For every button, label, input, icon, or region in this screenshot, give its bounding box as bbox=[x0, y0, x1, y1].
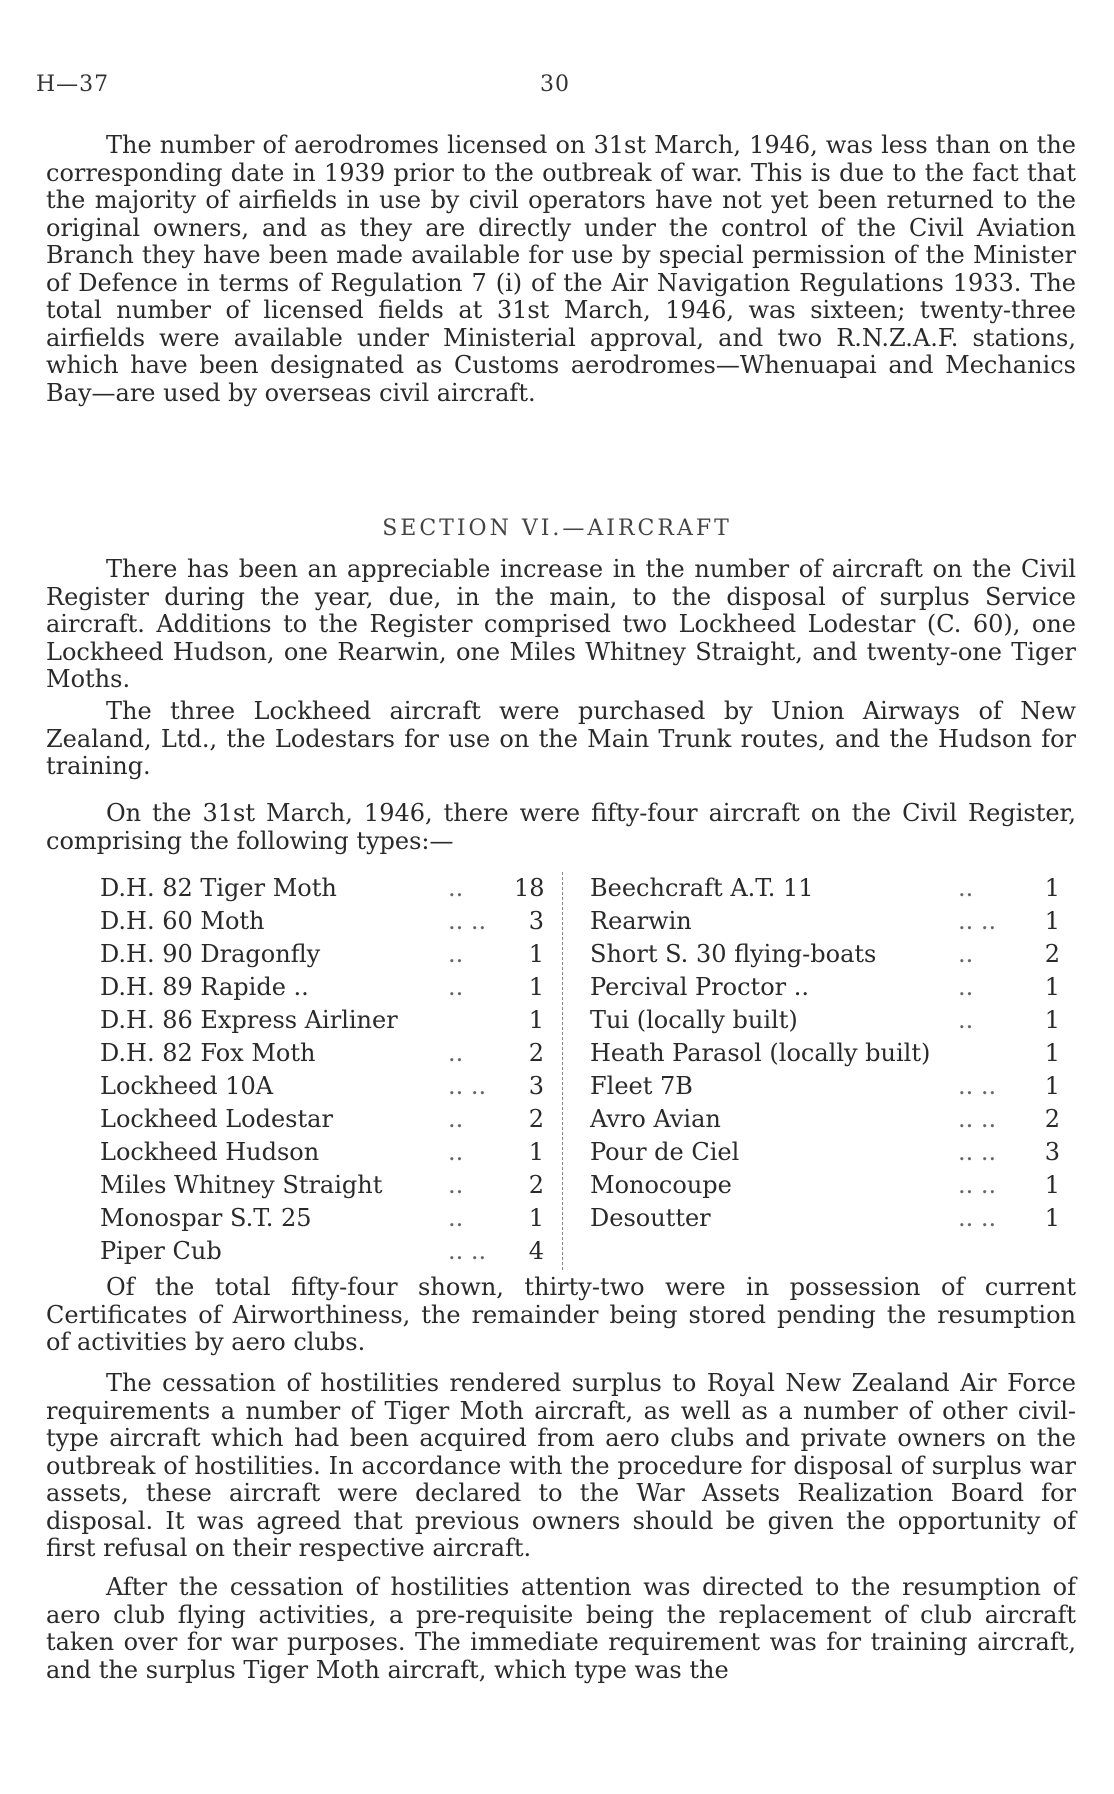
aircraft-count: 4 bbox=[528, 1237, 544, 1265]
table-row bbox=[590, 1070, 1060, 1103]
table-row bbox=[590, 1103, 1060, 1136]
paragraph-aero-club-resumption: After the cessation of hostilities attention was directed to the resumption of aero club flying activities, a pre-requisite being the replacement of club aircraft taken over for war purposes. The immediate requirement was for training aircraft, and the surplus Tiger Moth aircraft, which type was the bbox=[46, 1573, 1076, 1684]
table-row bbox=[590, 872, 1060, 905]
aircraft-count: 1 bbox=[528, 940, 544, 968]
dot-leaders: .. .. bbox=[958, 907, 997, 935]
table-row bbox=[100, 971, 544, 1004]
paragraph-register-count: On the 31st March, 1946, there were fifty-four aircraft on the Civil Register, comprising the following types:— bbox=[46, 799, 1076, 855]
paragraph-surplus-disposal: The cessation of hostilities rendered surplus to Royal New Zealand Air Force requirements a number of Tiger Moth aircraft, as well as a number of other civil-type aircraft which had been acquired from aero clubs and private owners on the outbreak of hostilities. In accordance with the procedure for disposal of surplus war assets, these aircraft were declared to the War Assets Realization Board for disposal. It was agreed that previous owners should be given the opportunity of first refusal on their respective aircraft. bbox=[46, 1369, 1076, 1562]
aircraft-type: Lockheed Lodestar bbox=[100, 1105, 333, 1133]
column-divider bbox=[562, 872, 563, 1270]
paragraph-aerodromes: The number of aerodromes licensed on 31st March, 1946, was less than on the corresponding date in 1939 prior to the outbreak of war. This is due to the fact that the majority of airfields in use by civil operators have not yet been returned to the original owners, and as they are directly under the control of the Civil Aviation Branch they have been made available for use by special permission of the Minister of Defence in terms of Regulation 7 (i) of the Air Navigation Regulations 1933. The total number of licensed fields at 31st March, 1946, was sixteen; twenty-three airfields were available under Ministerial approval, and two R.N.Z.A.F. stations, which have been designated as Customs aerodromes—Whenuapai and Mechanics Bay—are used by overseas civil aircraft. bbox=[46, 131, 1076, 407]
dot-leaders: .. bbox=[448, 874, 464, 902]
table-row bbox=[100, 1070, 544, 1103]
aircraft-count: 1 bbox=[528, 1204, 544, 1232]
aircraft-count: 1 bbox=[1044, 973, 1060, 1001]
dot-leaders: .. .. bbox=[448, 907, 487, 935]
table-row bbox=[590, 1202, 1060, 1235]
aircraft-type: D.H. 86 Express Airliner bbox=[100, 1006, 398, 1034]
aircraft-type: Beechcraft A.T. 11 bbox=[590, 874, 814, 902]
aircraft-count: 1 bbox=[528, 1006, 544, 1034]
aircraft-types-table bbox=[100, 872, 1060, 1270]
dot-leaders: .. bbox=[448, 973, 464, 1001]
table-row bbox=[100, 1202, 544, 1235]
table-row bbox=[100, 1037, 544, 1070]
aircraft-count: 18 bbox=[514, 874, 545, 902]
table-row bbox=[590, 1037, 1060, 1070]
aircraft-type: D.H. 90 Dragonfly bbox=[100, 940, 321, 968]
table-row bbox=[590, 971, 1060, 1004]
table-row bbox=[590, 1004, 1060, 1037]
dot-leaders: .. .. bbox=[958, 1072, 997, 1100]
table-row bbox=[100, 872, 544, 905]
aircraft-type: Miles Whitney Straight bbox=[100, 1171, 383, 1199]
aircraft-count: 2 bbox=[528, 1039, 544, 1067]
table-row bbox=[100, 1136, 544, 1169]
dot-leaders: .. bbox=[958, 940, 974, 968]
aircraft-type: Heath Parasol (locally built) bbox=[590, 1039, 931, 1067]
dot-leaders: .. .. bbox=[958, 1171, 997, 1199]
aircraft-count: 2 bbox=[1044, 940, 1060, 968]
aircraft-count: 1 bbox=[1044, 1204, 1060, 1232]
aircraft-type: D.H. 82 Tiger Moth bbox=[100, 874, 337, 902]
aircraft-count: 3 bbox=[528, 907, 544, 935]
section-heading: SECTION VI.—AIRCRAFT bbox=[382, 516, 732, 541]
aircraft-type: Fleet 7B bbox=[590, 1072, 693, 1100]
aircraft-type: Tui (locally built) bbox=[590, 1006, 798, 1034]
dot-leaders: .. .. bbox=[448, 1072, 487, 1100]
aircraft-type: Pour de Ciel bbox=[590, 1138, 740, 1166]
aircraft-type: Monocoupe bbox=[590, 1171, 732, 1199]
aircraft-count: 2 bbox=[1044, 1105, 1060, 1133]
aircraft-count: 2 bbox=[528, 1105, 544, 1133]
aircraft-table-left-column bbox=[100, 872, 544, 1268]
report-reference: H—37 bbox=[36, 72, 110, 97]
aircraft-count: 1 bbox=[1044, 1039, 1060, 1067]
dot-leaders: .. .. bbox=[448, 1237, 487, 1265]
aircraft-type: Rearwin bbox=[590, 907, 692, 935]
table-row bbox=[100, 1103, 544, 1136]
table-row bbox=[100, 905, 544, 938]
aircraft-type: Monospar S.T. 25 bbox=[100, 1204, 312, 1232]
dot-leaders: .. .. bbox=[958, 1204, 997, 1232]
aircraft-type: D.H. 89 Rapide .. bbox=[100, 973, 309, 1001]
aircraft-type: Lockheed Hudson bbox=[100, 1138, 320, 1166]
aircraft-count: 3 bbox=[1044, 1138, 1060, 1166]
aircraft-type: Percival Proctor .. bbox=[590, 973, 809, 1001]
dot-leaders: .. bbox=[448, 940, 464, 968]
aircraft-type: D.H. 60 Moth bbox=[100, 907, 265, 935]
aircraft-count: 3 bbox=[528, 1072, 544, 1100]
aircraft-type: Piper Cub bbox=[100, 1237, 222, 1265]
dot-leaders: .. bbox=[448, 1039, 464, 1067]
aircraft-type: Desoutter bbox=[590, 1204, 711, 1232]
dot-leaders: .. bbox=[958, 874, 974, 902]
table-row bbox=[100, 1235, 544, 1268]
aircraft-count: 1 bbox=[1044, 907, 1060, 935]
aircraft-type: Avro Avian bbox=[590, 1105, 721, 1133]
dot-leaders: .. bbox=[448, 1138, 464, 1166]
table-row bbox=[100, 1169, 544, 1202]
table-row bbox=[590, 1169, 1060, 1202]
aircraft-count: 1 bbox=[1044, 1006, 1060, 1034]
table-row bbox=[100, 938, 544, 971]
table-row bbox=[590, 1136, 1060, 1169]
dot-leaders: .. bbox=[448, 1204, 464, 1232]
aircraft-count: 1 bbox=[528, 1138, 544, 1166]
aircraft-count: 1 bbox=[528, 973, 544, 1001]
paragraph-register-increase: There has been an appreciable increase in the number of aircraft on the Civil Register during the year, due, in the main, to the disposal of surplus Service aircraft. Additions to the Register comprised two Lockheed Lodestar (C. 60), one Lockheed Hudson, one Rearwin, one Miles Whitney Straight, and twenty-one Tiger Moths. bbox=[46, 555, 1076, 693]
dot-leaders: .. .. bbox=[958, 1105, 997, 1133]
paragraph-lockheed-purchase: The three Lockheed aircraft were purchased by Union Airways of New Zealand, Ltd., the Lodestars for use on the Main Trunk routes, and the Hudson for training. bbox=[46, 697, 1076, 780]
aircraft-type: Short S. 30 flying-boats bbox=[590, 940, 877, 968]
table-row bbox=[590, 938, 1060, 971]
aircraft-table-right-column bbox=[590, 872, 1060, 1235]
table-row bbox=[100, 1004, 544, 1037]
aircraft-type: D.H. 82 Fox Moth bbox=[100, 1039, 316, 1067]
paragraph-airworthiness: Of the total fifty-four shown, thirty-two were in possession of current Certificates of Airworthiness, the remainder being stored pending the resumption of activities by aero clubs. bbox=[46, 1273, 1076, 1356]
aircraft-count: 2 bbox=[528, 1171, 544, 1199]
aircraft-type: Lockheed 10A bbox=[100, 1072, 274, 1100]
dot-leaders: .. bbox=[958, 973, 974, 1001]
page-number: 30 bbox=[540, 72, 570, 97]
table-row bbox=[590, 905, 1060, 938]
aircraft-count: 1 bbox=[1044, 1171, 1060, 1199]
dot-leaders: .. bbox=[958, 1006, 974, 1034]
aircraft-count: 1 bbox=[1044, 1072, 1060, 1100]
dot-leaders: .. bbox=[448, 1171, 464, 1199]
dot-leaders: .. .. bbox=[958, 1138, 997, 1166]
aircraft-count: 1 bbox=[1044, 874, 1060, 902]
dot-leaders: .. bbox=[448, 1105, 464, 1133]
